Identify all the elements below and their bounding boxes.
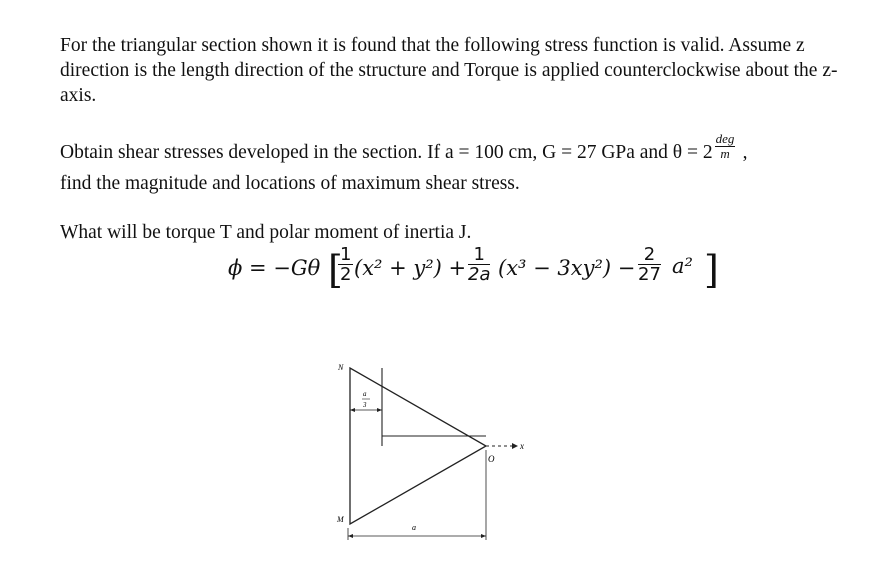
fraction-2-numerator: 1: [468, 245, 490, 265]
units-numerator: deg: [715, 131, 735, 146]
given-values-comma: ,: [742, 142, 748, 163]
label-a3-numerator: a: [363, 390, 367, 398]
fraction-2-denominator: 2a: [468, 264, 491, 285]
label-n: N: [338, 363, 344, 372]
fraction-3-denominator: 27: [638, 264, 661, 285]
equation-lhs: ϕ = −Gθ: [228, 256, 321, 280]
a-third-arrow-left: [350, 408, 355, 412]
fraction-1-denominator: 2: [340, 264, 352, 285]
equation-term-2: (x³ − 3xy²) −: [498, 256, 636, 280]
a-dim-arrow-right: [481, 534, 486, 538]
label-o: O: [488, 454, 495, 464]
paragraph-problem-statement: For the triangular section shown it is found that the following stress function is valid. Assume z direction is the length direction of the structure and Torque is applied counterclockwise about the z-axis.: [60, 35, 838, 106]
equation-bracket-left: [: [328, 248, 343, 292]
fraction-1-numerator: 1: [340, 244, 352, 265]
label-m: M: [337, 515, 344, 524]
equation-term-1: (x² + y²) +: [354, 256, 467, 280]
a-third-arrow-right: [377, 408, 382, 412]
label-a-bottom: a: [412, 523, 416, 532]
equation-bracket-right: ]: [704, 248, 719, 292]
triangular-section-outline: [350, 368, 486, 524]
a-dim-arrow-left: [348, 534, 353, 538]
paragraph-find-max-shear: find the magnitude and locations of maximum shear stress.: [60, 173, 520, 194]
label-x: x: [520, 441, 524, 451]
x-axis-arrowhead: [512, 443, 518, 449]
given-values-text: Obtain shear stresses developed in the section. If a = 100 cm, G = 27 GPa and θ = 2: [60, 142, 713, 163]
fraction-3-numerator: 2: [638, 245, 661, 265]
equation-term-3: a²: [672, 254, 693, 278]
units-denominator: m: [720, 146, 730, 161]
label-a3-denominator: 3: [363, 401, 367, 409]
paragraph-torque-question: What will be torque T and polar moment of inertia J.: [60, 222, 472, 243]
